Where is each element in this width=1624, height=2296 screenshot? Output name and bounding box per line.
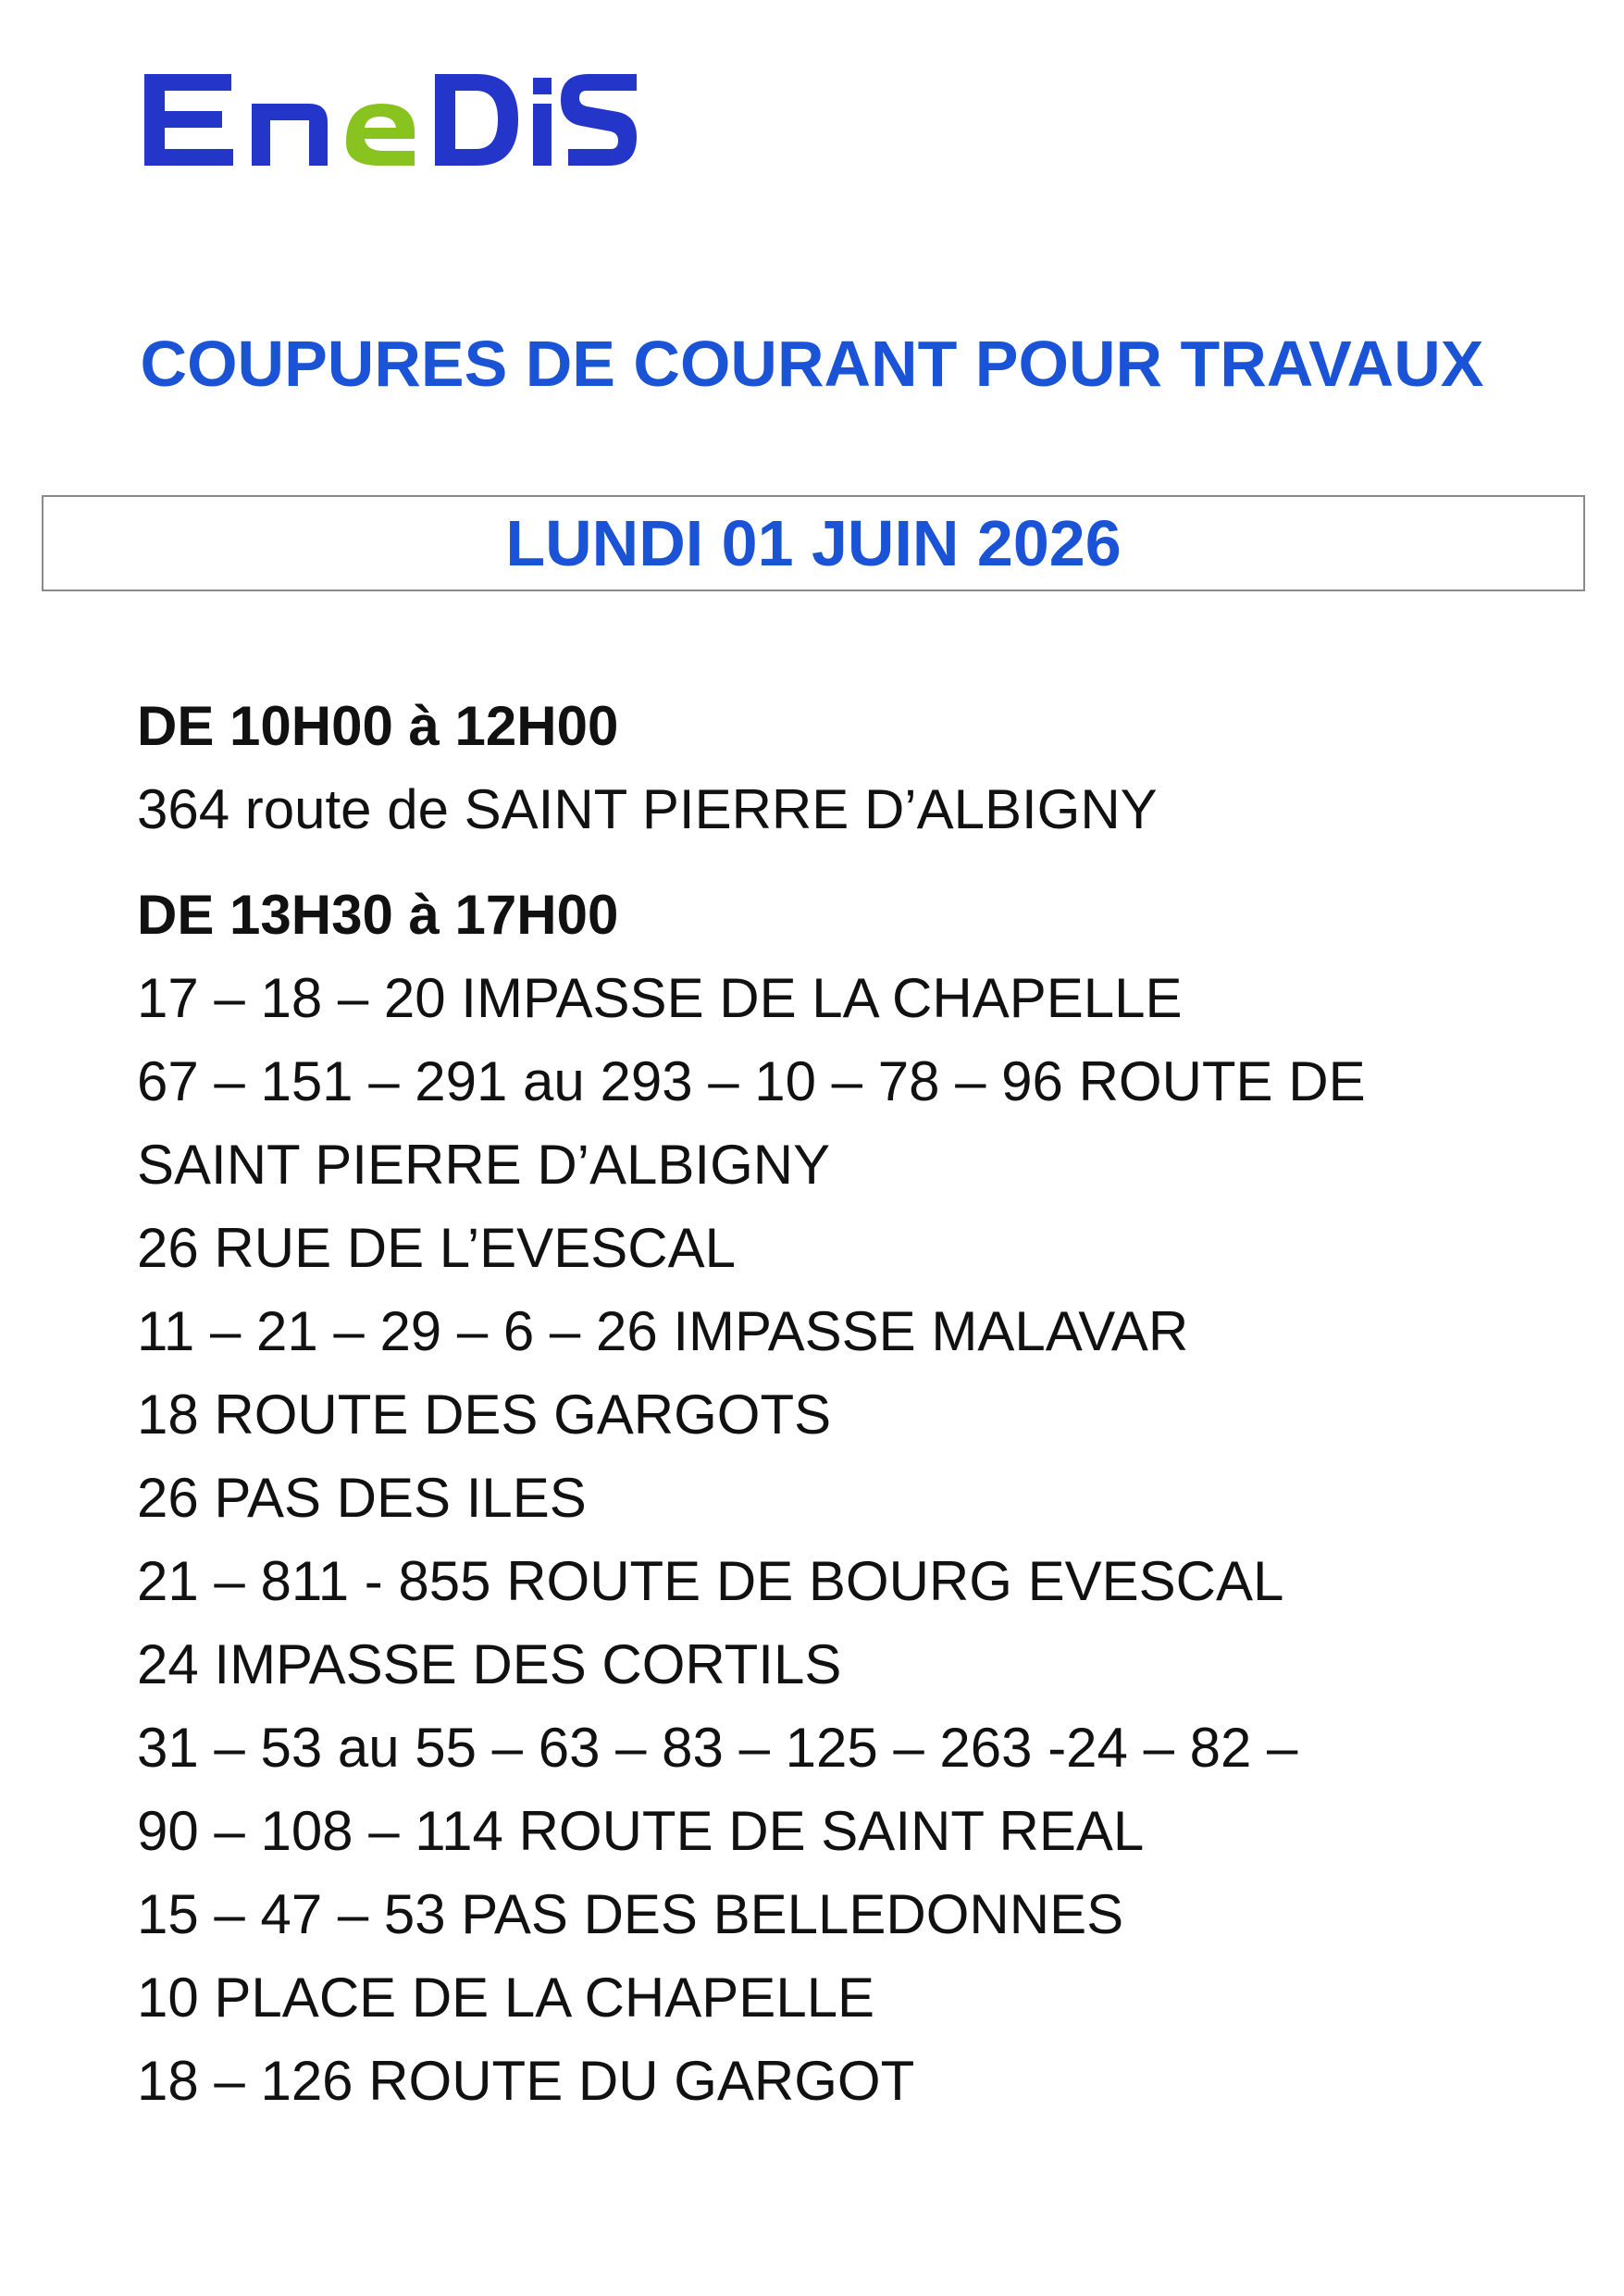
- time-slot-morning: [137, 685, 1525, 851]
- address-line: 90 – 108 – 114 ROUTE DE SAINT REAL: [137, 1800, 1145, 1862]
- time-slot-afternoon: [137, 874, 1525, 2123]
- address-line: 11 – 21 – 29 – 6 – 26 IMPASSE MALAVAR: [137, 1300, 1189, 1362]
- address-line: 31 – 53 au 55 – 63 – 83 – 125 – 263 -24 – 82 –: [137, 1717, 1298, 1779]
- address-line: 364 route de SAINT PIERRE D’ALBIGNY: [137, 778, 1158, 840]
- address-line: 21 – 811 - 855 ROUTE DE BOURG EVESCAL: [137, 1550, 1284, 1612]
- outage-list: [137, 685, 1525, 2145]
- address-line: 17 – 18 – 20 IMPASSE DE LA CHAPELLE: [137, 967, 1183, 1029]
- address-line: 67 – 151 – 291 au 293 – 10 – 78 – 96 ROUTE DE: [137, 1050, 1366, 1112]
- address-line: 26 RUE DE L’EVESCAL: [137, 1217, 736, 1279]
- time-slot-heading: DE 10H00 à 12H00: [137, 695, 619, 757]
- address-line: SAINT PIERRE D’ALBIGNY: [137, 1134, 831, 1196]
- page-title: COUPURES DE COURANT POUR TRAVAUX: [140, 328, 1484, 400]
- date-text: LUNDI 01 JUIN 2026: [505, 507, 1122, 579]
- time-slot-heading: DE 13H30 à 17H00: [137, 884, 619, 946]
- address-line: 24 IMPASSE DES CORTILS: [137, 1633, 842, 1695]
- enedis-logo: [137, 57, 641, 182]
- address-line: 10 PLACE DE LA CHAPELLE: [137, 1967, 875, 2029]
- date-box: [42, 495, 1585, 591]
- address-line: 18 ROUTE DES GARGOTS: [137, 1384, 832, 1446]
- address-line: 15 – 47 – 53 PAS DES BELLEDONNES: [137, 1883, 1124, 1945]
- address-line: 26 PAS DES ILES: [137, 1467, 587, 1529]
- address-line: 18 – 126 ROUTE DU GARGOT: [137, 2050, 915, 2112]
